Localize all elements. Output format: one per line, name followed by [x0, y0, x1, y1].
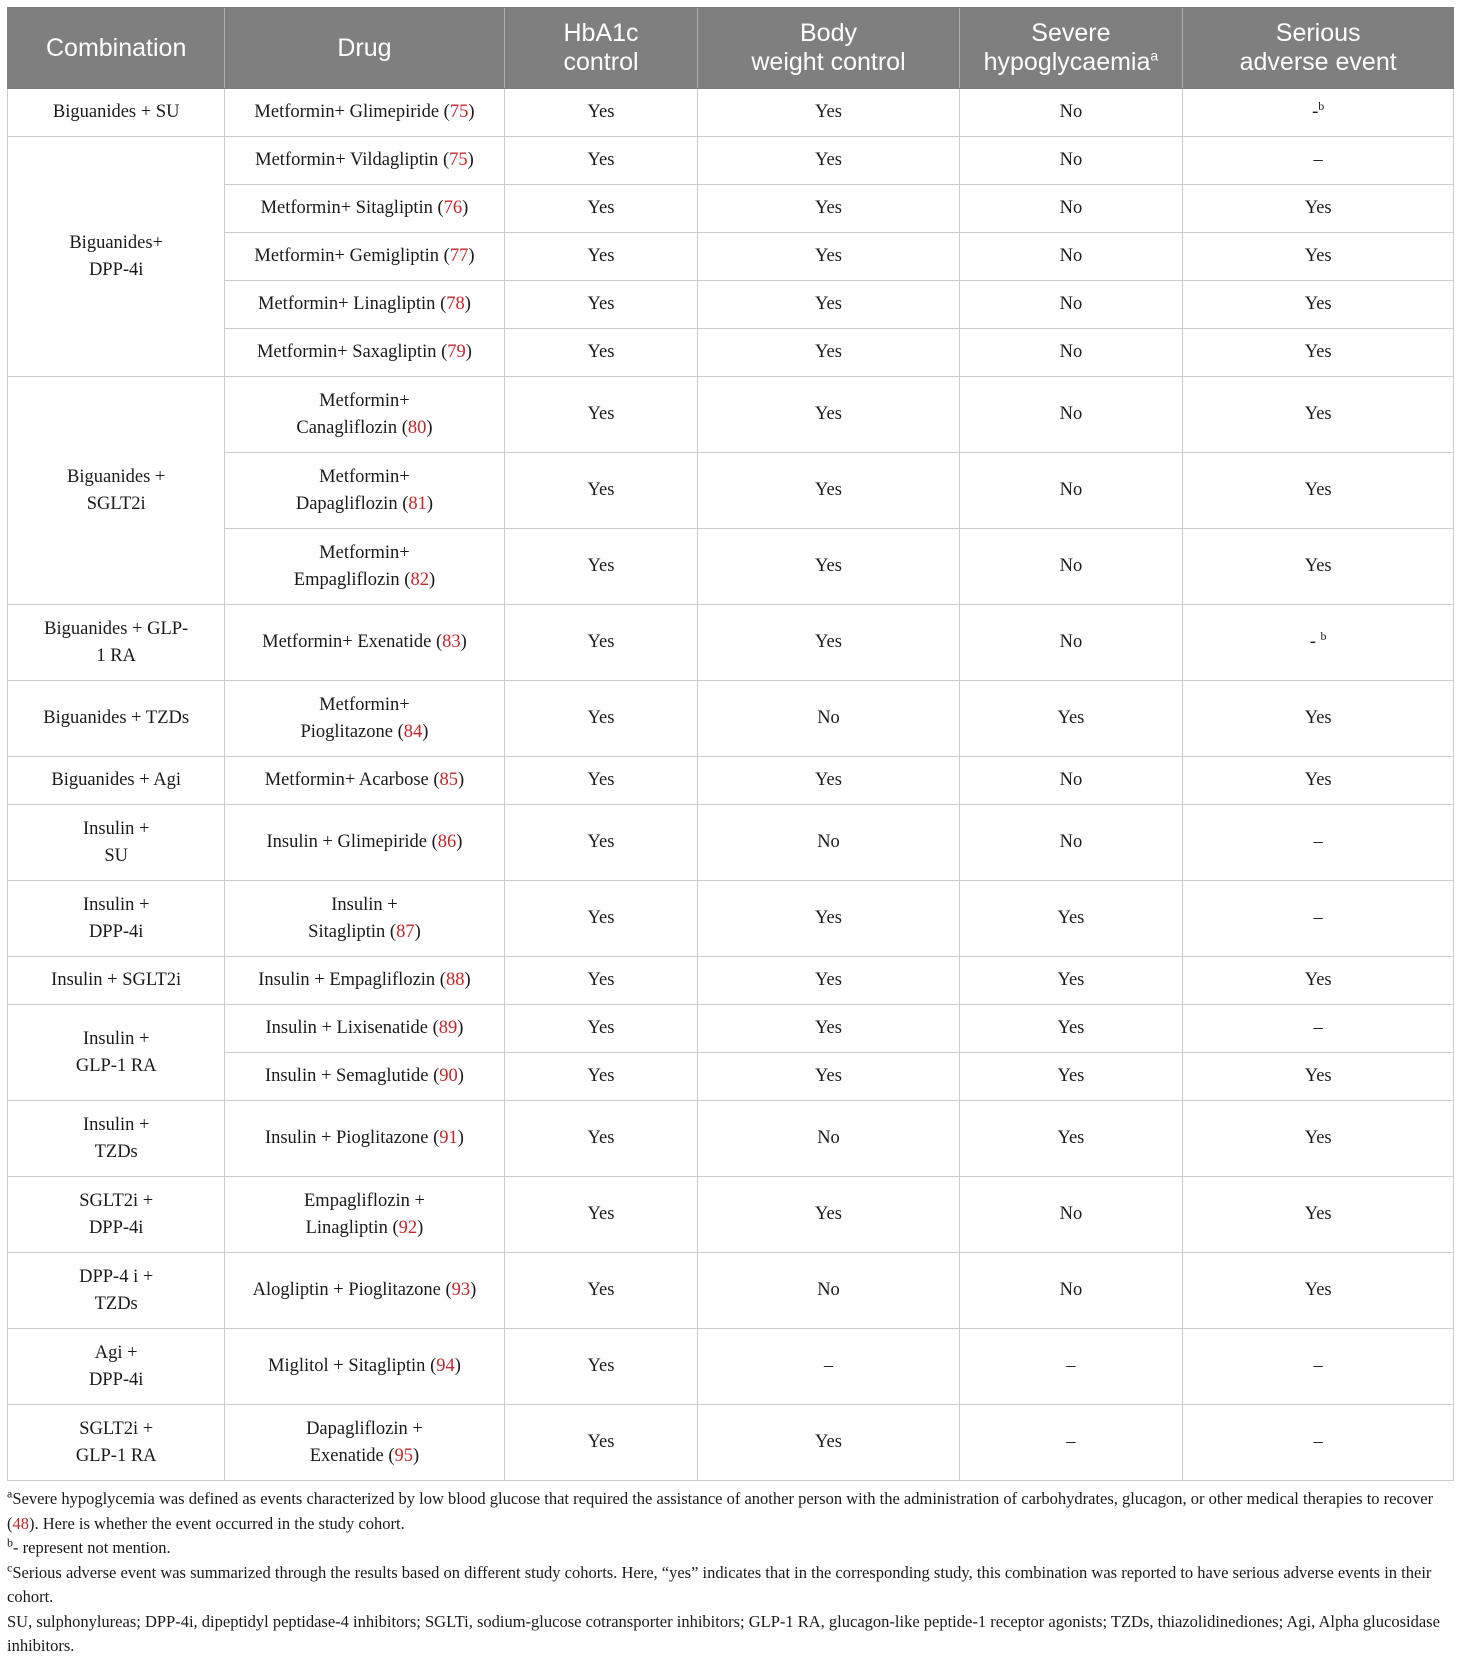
table-row — [8, 1101, 1454, 1177]
body-weight-cell: Yes — [698, 329, 959, 377]
adverse-event-cell: Yes — [1183, 681, 1454, 757]
combination-cell: Biguanides + SU — [8, 89, 225, 137]
reference-link[interactable]: 94 — [436, 1356, 455, 1376]
reference-link[interactable]: 48 — [12, 1513, 29, 1533]
hypoglycaemia-cell: – — [959, 1405, 1183, 1481]
adverse-event-cell: -$^b$ — [1183, 89, 1454, 137]
table-row — [8, 377, 1454, 453]
header-serious-adverse-event: Serious adverse event — [1183, 8, 1454, 89]
drug-cell: Insulin + Glimepiride (86) — [225, 805, 504, 881]
hba1c-cell: Yes — [504, 1405, 698, 1481]
hba1c-cell: Yes — [504, 1253, 698, 1329]
drug-cell: Insulin + Lixisenatide (89) — [225, 1005, 504, 1053]
hypoglycaemia-cell: – — [959, 1329, 1183, 1405]
drug-cell: Insulin + Sitagliptin (87) — [225, 881, 504, 957]
hypoglycaemia-cell: No — [959, 1253, 1183, 1329]
body-weight-cell: No — [698, 1253, 959, 1329]
drug-cell: Insulin + Empagliflozin (88) — [225, 957, 504, 1005]
drug-cell: Empagliflozin + Linagliptin (92) — [225, 1177, 504, 1253]
body-weight-cell: Yes — [698, 281, 959, 329]
hypoglycaemia-cell: No — [959, 137, 1183, 185]
drug-cell: Metformin+ Exenatide (83) — [225, 605, 504, 681]
adverse-event-cell: – — [1183, 1405, 1454, 1481]
combination-cell: Insulin + DPP-4i — [8, 881, 225, 957]
table-row — [8, 233, 1454, 281]
table-row — [8, 957, 1454, 1005]
drug-cell: Metformin+ Saxagliptin (79) — [225, 329, 504, 377]
table-row — [8, 1177, 1454, 1253]
adverse-event-cell: Yes — [1183, 957, 1454, 1005]
reference-link[interactable]: 82 — [410, 569, 429, 590]
hypoglycaemia-cell: Yes — [959, 1101, 1183, 1177]
table-body — [8, 89, 1454, 1481]
combination-cell: Insulin + SGLT2i — [8, 957, 225, 1005]
table-row — [8, 529, 1454, 605]
table-row — [8, 681, 1454, 757]
adverse-event-cell: - $^b$ — [1183, 605, 1454, 681]
drug-cell: Metformin+ Linagliptin (78) — [225, 281, 504, 329]
body-weight-cell: Yes — [698, 957, 959, 1005]
hba1c-cell: Yes — [504, 757, 698, 805]
combination-cell: Biguanides + GLP- 1 RA — [8, 605, 225, 681]
combination-therapy-table — [7, 7, 1454, 1481]
hypoglycaemia-cell: No — [959, 805, 1183, 881]
drug-cell: Metformin+ Glimepiride (75) — [225, 89, 504, 137]
combination-cell: Insulin + SU — [8, 805, 225, 881]
table-row — [8, 329, 1454, 377]
hba1c-cell: Yes — [504, 605, 698, 681]
adverse-event-cell: Yes — [1183, 757, 1454, 805]
hypoglycaemia-cell: Yes — [959, 957, 1183, 1005]
adverse-event-cell: Yes — [1183, 233, 1454, 281]
drug-cell: Metformin+ Sitagliptin (76) — [225, 185, 504, 233]
footnote-marker: b — [7, 1535, 13, 1550]
combination-cell: Biguanides+ DPP-4i — [8, 137, 225, 377]
hba1c-cell: Yes — [504, 453, 698, 529]
hba1c-cell: Yes — [504, 329, 698, 377]
combination-cell: SGLT2i + GLP-1 RA — [8, 1405, 225, 1481]
drug-cell: Metformin+ Canagliflozin (80) — [225, 377, 504, 453]
hba1c-cell: Yes — [504, 185, 698, 233]
table-row — [8, 757, 1454, 805]
drug-cell: Insulin + Semaglutide (90) — [225, 1053, 504, 1101]
drug-cell: Metformin+ Vildagliptin (75) — [225, 137, 504, 185]
hypoglycaemia-cell: Yes — [959, 681, 1183, 757]
hypoglycaemia-cell: Yes — [959, 881, 1183, 957]
adverse-event-cell: Yes — [1183, 529, 1454, 605]
combination-cell: Insulin + TZDs — [8, 1101, 225, 1177]
reference-link[interactable]: 81 — [408, 493, 427, 514]
table-header-row — [8, 8, 1454, 89]
footnote-marker: a — [7, 1486, 13, 1501]
body-weight-cell: No — [698, 805, 959, 881]
combination-cell: Agi + DPP-4i — [8, 1329, 225, 1405]
body-weight-cell: No — [698, 1101, 959, 1177]
table-row — [8, 1005, 1454, 1053]
table-row — [8, 805, 1454, 881]
reference-link[interactable]: 79 — [447, 342, 466, 362]
reference-link[interactable]: 77 — [449, 246, 469, 266]
reference-link[interactable]: 78 — [446, 294, 465, 314]
footnote-marker: b — [1320, 628, 1327, 643]
header-combination: Combination — [8, 8, 225, 89]
adverse-event-cell: Yes — [1183, 185, 1454, 233]
drug-cell: Metformin+ Acarbose (85) — [225, 757, 504, 805]
combination-cell: DPP-4 i + TZDs — [8, 1253, 225, 1329]
hypoglycaemia-cell: No — [959, 329, 1183, 377]
table-row — [8, 1053, 1454, 1101]
header-body-weight-control: Body weight control — [698, 8, 959, 89]
adverse-event-cell: – — [1183, 137, 1454, 185]
adverse-event-cell: Yes — [1183, 1177, 1454, 1253]
reference-link[interactable]: 86 — [437, 832, 457, 852]
adverse-event-cell: – — [1183, 1329, 1454, 1405]
footnote-marker: a — [1150, 47, 1159, 64]
body-weight-cell: Yes — [698, 185, 959, 233]
reference-link[interactable]: 75 — [449, 102, 469, 122]
table-row — [8, 89, 1454, 137]
hba1c-cell: Yes — [504, 377, 698, 453]
hypoglycaemia-cell: No — [959, 1177, 1183, 1253]
hypoglycaemia-cell: No — [959, 185, 1183, 233]
body-weight-cell: Yes — [698, 757, 959, 805]
adverse-event-cell: Yes — [1183, 1053, 1454, 1101]
header-drug: Drug — [225, 8, 504, 89]
hba1c-cell: Yes — [504, 1053, 698, 1101]
footnote-marker: c — [7, 1560, 13, 1574]
hypoglycaemia-cell: Yes — [959, 1005, 1183, 1053]
adverse-event-cell: Yes — [1183, 1253, 1454, 1329]
hypoglycaemia-cell: No — [959, 89, 1183, 137]
hba1c-cell: Yes — [504, 233, 698, 281]
footnote: $^a$Severe hypoglycemia was defined as events characterized by low blood glucose that required the assistance of another person with the administration of carbohydrates, glucagon, or other medical therapies to recover (48). Here is whether the event occurred in the study cohort. — [7, 1486, 1434, 1533]
hypoglycaemia-cell: No — [959, 233, 1183, 281]
hypoglycaemia-cell: No — [959, 757, 1183, 805]
reference-link[interactable]: 89 — [438, 1018, 458, 1038]
adverse-event-cell: Yes — [1183, 453, 1454, 529]
reference-link[interactable]: 75 — [449, 150, 468, 170]
reference-link[interactable]: 88 — [445, 970, 465, 990]
adverse-event-cell: Yes — [1183, 1101, 1454, 1177]
body-weight-cell: Yes — [698, 1005, 959, 1053]
table-row — [8, 1253, 1454, 1329]
table-row — [8, 185, 1454, 233]
reference-link[interactable]: 90 — [439, 1066, 458, 1086]
table-row — [8, 453, 1454, 529]
hba1c-cell: Yes — [504, 805, 698, 881]
hba1c-cell: Yes — [504, 1329, 698, 1405]
hba1c-cell: Yes — [504, 1177, 698, 1253]
footnote-marker: b — [1318, 98, 1325, 113]
drug-cell: Miglitol + Sitagliptin (94) — [225, 1329, 504, 1405]
adverse-event-cell: Yes — [1183, 281, 1454, 329]
drug-cell: Metformin+ Pioglitazone (84) — [225, 681, 504, 757]
body-weight-cell: Yes — [698, 1405, 959, 1481]
reference-link[interactable]: 95 — [394, 1445, 413, 1466]
drug-cell: Metformin+ Empagliflozin (82) — [225, 529, 504, 605]
hba1c-cell: Yes — [504, 529, 698, 605]
combination-cell: SGLT2i + DPP-4i — [8, 1177, 225, 1253]
adverse-event-cell: – — [1183, 805, 1454, 881]
adverse-event-cell: – — [1183, 1005, 1454, 1053]
hypoglycaemia-cell: No — [959, 453, 1183, 529]
body-weight-cell: Yes — [698, 137, 959, 185]
adverse-event-cell: Yes — [1183, 329, 1454, 377]
combination-cell: Biguanides + SGLT2i — [8, 377, 225, 605]
hba1c-cell: Yes — [504, 281, 698, 329]
table-footnotes — [7, 1487, 1454, 1659]
hypoglycaemia-cell: No — [959, 605, 1183, 681]
document-page — [7, 7, 1454, 1659]
body-weight-cell: Yes — [698, 89, 959, 137]
combination-cell: Biguanides + Agi — [8, 757, 225, 805]
table-row — [8, 1405, 1454, 1481]
body-weight-cell: Yes — [698, 233, 959, 281]
header-severe-hypoglycaemia: Severe hypoglycaemia$^a$ — [959, 8, 1183, 89]
reference-link[interactable]: 92 — [398, 1217, 418, 1238]
reference-link[interactable]: 93 — [451, 1280, 471, 1300]
hba1c-cell: Yes — [504, 681, 698, 757]
reference-link[interactable]: 84 — [403, 721, 423, 742]
combination-cell: Insulin + GLP-1 RA — [8, 1005, 225, 1101]
hba1c-cell: Yes — [504, 1101, 698, 1177]
adverse-event-cell: – — [1183, 881, 1454, 957]
table-row — [8, 1329, 1454, 1405]
reference-link[interactable]: 80 — [407, 417, 427, 438]
footnote: $^b$- represent not mention. — [7, 1535, 171, 1557]
hba1c-cell: Yes — [504, 881, 698, 957]
hypoglycaemia-cell: No — [959, 377, 1183, 453]
drug-cell: Alogliptin + Pioglitazone (93) — [225, 1253, 504, 1329]
body-weight-cell: Yes — [698, 377, 959, 453]
drug-cell: Insulin + Pioglitazone (91) — [225, 1101, 504, 1177]
table-row — [8, 605, 1454, 681]
body-weight-cell: Yes — [698, 881, 959, 957]
header-hba1c-control: HbA1c control — [504, 8, 698, 89]
hypoglycaemia-cell: No — [959, 281, 1183, 329]
footnote: SU, sulphonylureas; DPP-4i, dipeptidyl peptidase-4 inhibitors; SGLTi, sodium-glucose cotransporter inhibitors; GLP-1 RA, glucagon-like peptide-1 receptor agonists; TZDs, thiazolidinediones; Agi, Alpha glucosidase inhibitors. — [7, 1611, 1440, 1655]
body-weight-cell: – — [698, 1329, 959, 1405]
body-weight-cell: Yes — [698, 1177, 959, 1253]
body-weight-cell: Yes — [698, 529, 959, 605]
reference-link[interactable]: 87 — [396, 921, 415, 942]
drug-cell: Metformin+ Dapagliflozin (81) — [225, 453, 504, 529]
reference-link[interactable]: 85 — [439, 770, 459, 790]
hba1c-cell: Yes — [504, 137, 698, 185]
drug-cell: Dapagliflozin + Exenatide (95) — [225, 1405, 504, 1481]
combination-cell: Biguanides + TZDs — [8, 681, 225, 757]
adverse-event-cell: Yes — [1183, 377, 1454, 453]
reference-link[interactable]: 91 — [439, 1128, 458, 1148]
hba1c-cell: Yes — [504, 957, 698, 1005]
hypoglycaemia-cell: Yes — [959, 1053, 1183, 1101]
body-weight-cell: Yes — [698, 453, 959, 529]
hba1c-cell: Yes — [504, 89, 698, 137]
body-weight-cell: Yes — [698, 605, 959, 681]
table-row — [8, 137, 1454, 185]
body-weight-cell: Yes — [698, 1053, 959, 1101]
hypoglycaemia-cell: No — [959, 529, 1183, 605]
body-weight-cell: No — [698, 681, 959, 757]
reference-link[interactable]: 83 — [442, 632, 461, 652]
table-row — [8, 881, 1454, 957]
drug-cell: Metformin+ Gemigliptin (77) — [225, 233, 504, 281]
footnote: $^c$Serious adverse event was summarized through the results based on different study cohorts. Here, “yes” indicates that in the corresponding study, this combination was reported to have serious adverse events in their cohort. — [7, 1560, 1432, 1606]
reference-link[interactable]: 76 — [443, 198, 463, 218]
table-row — [8, 281, 1454, 329]
hba1c-cell: Yes — [504, 1005, 698, 1053]
